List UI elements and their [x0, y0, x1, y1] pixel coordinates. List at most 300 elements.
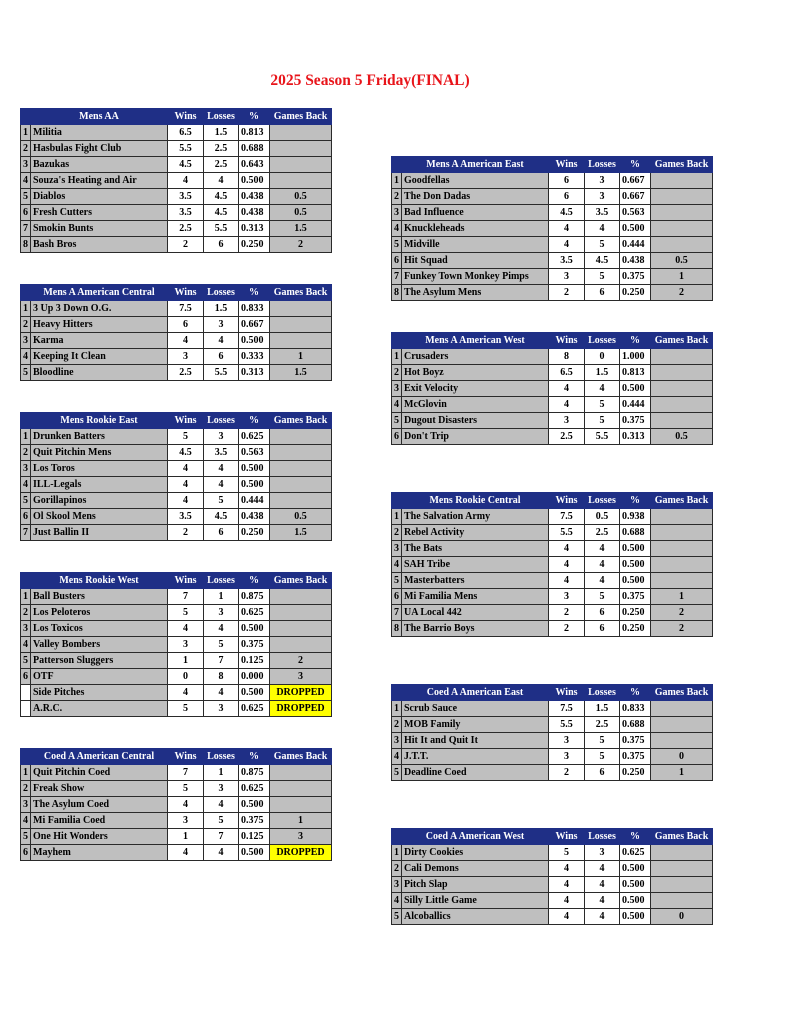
rank-cell: 6 [392, 589, 402, 605]
table-row [392, 189, 713, 205]
team-name: Diablos [31, 189, 168, 205]
dropped-badge: DROPPED [270, 845, 332, 861]
pct-cell: 0.375 [620, 733, 651, 749]
games-back-cell [651, 397, 713, 413]
rank-cell: 7 [21, 221, 31, 237]
team-name: The Salvation Army [402, 509, 549, 525]
wins-cell: 7.5 [549, 701, 585, 717]
standings-table-mens-rookie-central [391, 492, 713, 637]
wins-cell: 3 [549, 749, 585, 765]
losses-cell: 3.5 [204, 445, 239, 461]
rank-cell: 3 [392, 205, 402, 221]
losses-cell: 6 [585, 285, 620, 301]
header-pct: % [239, 285, 270, 301]
rank-cell: 4 [21, 349, 31, 365]
pct-cell: 0.938 [620, 509, 651, 525]
pct-cell: 0.250 [620, 605, 651, 621]
team-name: Just Ballin II [31, 525, 168, 541]
table-row [21, 477, 332, 493]
team-name: Smokin Bunts [31, 221, 168, 237]
pct-cell: 0.563 [239, 445, 270, 461]
header-wins: Wins [549, 685, 585, 701]
games-back-cell [270, 333, 332, 349]
table-row [21, 781, 332, 797]
pct-cell: 0.500 [620, 557, 651, 573]
rank-cell: 2 [21, 445, 31, 461]
header-games-back: Games Back [270, 285, 332, 301]
table-row [392, 733, 713, 749]
losses-cell: 8 [204, 669, 239, 685]
team-name: Dugout Disasters [402, 413, 549, 429]
pct-cell: 0.444 [239, 493, 270, 509]
wins-cell: 5 [168, 605, 204, 621]
team-name: Don't Trip [402, 429, 549, 445]
rank-cell: 4 [21, 173, 31, 189]
pct-cell: 0.500 [239, 173, 270, 189]
pct-cell: 0.500 [620, 909, 651, 925]
table-row [21, 509, 332, 525]
losses-cell: 4.5 [585, 253, 620, 269]
losses-cell: 4 [585, 877, 620, 893]
games-back-cell: 1 [651, 589, 713, 605]
header-pct: % [620, 685, 651, 701]
wins-cell: 3 [168, 637, 204, 653]
table-row [21, 333, 332, 349]
team-name: Ball Busters [31, 589, 168, 605]
dropped-badge: DROPPED [270, 685, 332, 701]
header-games-back: Games Back [270, 413, 332, 429]
wins-cell: 5.5 [549, 717, 585, 733]
pct-cell: 0.500 [239, 461, 270, 477]
table-row [21, 445, 332, 461]
rank-cell: 3 [392, 381, 402, 397]
wins-cell: 0 [168, 669, 204, 685]
header-wins: Wins [549, 493, 585, 509]
wins-cell: 4 [168, 845, 204, 861]
team-name: Drunken Batters [31, 429, 168, 445]
header-games-back: Games Back [270, 109, 332, 125]
table-row [21, 525, 332, 541]
table-row [21, 157, 332, 173]
header-rank-blank [21, 285, 31, 301]
team-name: Souza's Heating and Air [31, 173, 168, 189]
games-back-cell [270, 445, 332, 461]
losses-cell: 7 [204, 829, 239, 845]
games-back-cell: 1 [270, 349, 332, 365]
standings-table-mens-a-american-east [391, 156, 713, 301]
losses-cell: 5 [585, 749, 620, 765]
rank-cell: 5 [392, 413, 402, 429]
rank-cell: 3 [392, 877, 402, 893]
losses-cell: 5.5 [585, 429, 620, 445]
wins-cell: 2 [168, 237, 204, 253]
header-games-back: Games Back [651, 333, 713, 349]
team-name: Alcoballics [402, 909, 549, 925]
rank-cell: 1 [392, 349, 402, 365]
losses-cell: 0 [585, 349, 620, 365]
games-back-cell: 1 [270, 813, 332, 829]
pct-cell: 0.688 [239, 141, 270, 157]
table-row [392, 717, 713, 733]
wins-cell: 4 [168, 173, 204, 189]
wins-cell: 5 [168, 781, 204, 797]
rank-cell: 1 [392, 845, 402, 861]
pct-cell: 0.833 [620, 701, 651, 717]
division-name: Mens Rookie West [31, 573, 168, 589]
games-back-cell [651, 557, 713, 573]
pct-cell: 0.125 [239, 653, 270, 669]
wins-cell: 3.5 [168, 509, 204, 525]
header-wins: Wins [168, 413, 204, 429]
team-name: Cali Demons [402, 861, 549, 877]
pct-cell: 0.444 [620, 397, 651, 413]
games-back-cell [651, 525, 713, 541]
rank-cell: 8 [392, 621, 402, 637]
rank-cell: 3 [21, 461, 31, 477]
table-row [21, 621, 332, 637]
pct-cell: 0.625 [239, 701, 270, 717]
table-row [392, 573, 713, 589]
header-rank-blank [392, 685, 402, 701]
games-back-cell [270, 605, 332, 621]
team-name: Quit Pitchin Coed [31, 765, 168, 781]
games-back-cell [651, 205, 713, 221]
division-name: Mens AA [31, 109, 168, 125]
games-back-cell: 1 [651, 765, 713, 781]
header-losses: Losses [204, 285, 239, 301]
team-name: Los Toros [31, 461, 168, 477]
pct-cell: 0.313 [620, 429, 651, 445]
rank-cell: 6 [21, 205, 31, 221]
table-row [392, 285, 713, 301]
games-back-cell [270, 781, 332, 797]
table-row [21, 301, 332, 317]
division-name: Coed A American East [402, 685, 549, 701]
rank-cell: 1 [21, 589, 31, 605]
losses-cell: 4 [585, 893, 620, 909]
table-row [392, 173, 713, 189]
team-name: Dirty Cookies [402, 845, 549, 861]
pct-cell: 0.250 [620, 285, 651, 301]
rank-cell: 1 [21, 429, 31, 445]
rank-cell: 4 [392, 221, 402, 237]
wins-cell: 3 [549, 269, 585, 285]
games-back-cell [651, 861, 713, 877]
rank-cell: 2 [392, 861, 402, 877]
losses-cell: 6 [585, 605, 620, 621]
wins-cell: 4 [549, 381, 585, 397]
rank-cell [21, 685, 31, 701]
games-back-cell [651, 173, 713, 189]
header-pct: % [239, 109, 270, 125]
header-losses: Losses [204, 573, 239, 589]
team-name: 3 Up 3 Down O.G. [31, 301, 168, 317]
losses-cell: 3 [204, 605, 239, 621]
pct-cell: 0.438 [239, 509, 270, 525]
header-wins: Wins [549, 333, 585, 349]
games-back-cell [270, 125, 332, 141]
header-losses: Losses [585, 157, 620, 173]
table-row [392, 909, 713, 925]
wins-cell: 3.5 [168, 189, 204, 205]
rank-cell: 4 [392, 893, 402, 909]
losses-cell: 4 [204, 797, 239, 813]
standings-table-mens-a-american-west [391, 332, 713, 445]
pct-cell: 0.667 [239, 317, 270, 333]
losses-cell: 4.5 [204, 189, 239, 205]
table-row [21, 221, 332, 237]
wins-cell: 4 [168, 493, 204, 509]
team-name: The Don Dadas [402, 189, 549, 205]
team-name: Hasbulas Fight Club [31, 141, 168, 157]
pct-cell: 0.313 [239, 221, 270, 237]
rank-cell: 3 [21, 797, 31, 813]
games-back-cell: 1.5 [270, 525, 332, 541]
games-back-cell [270, 429, 332, 445]
games-back-cell [651, 221, 713, 237]
table-row [21, 365, 332, 381]
wins-cell: 2.5 [168, 221, 204, 237]
wins-cell: 3 [168, 349, 204, 365]
team-name: Hit Squad [402, 253, 549, 269]
team-name: Fresh Cutters [31, 205, 168, 221]
losses-cell: 4 [204, 621, 239, 637]
wins-cell: 2 [168, 525, 204, 541]
wins-cell: 2 [549, 621, 585, 637]
games-back-cell [270, 621, 332, 637]
header-pct: % [620, 157, 651, 173]
table-row [21, 797, 332, 813]
header-wins: Wins [549, 157, 585, 173]
team-name: Patterson Sluggers [31, 653, 168, 669]
table-row [392, 349, 713, 365]
table-row [21, 685, 332, 701]
team-name: Bazukas [31, 157, 168, 173]
games-back-cell [651, 509, 713, 525]
team-name: McGlovin [402, 397, 549, 413]
rank-cell: 5 [21, 189, 31, 205]
rank-cell: 6 [392, 253, 402, 269]
table-row [21, 669, 332, 685]
table-row [392, 877, 713, 893]
rank-cell: 4 [392, 397, 402, 413]
games-back-cell [270, 157, 332, 173]
rank-cell: 5 [392, 765, 402, 781]
wins-cell: 1 [168, 653, 204, 669]
pct-cell: 0.125 [239, 829, 270, 845]
wins-cell: 2 [549, 765, 585, 781]
games-back-cell: 1.5 [270, 221, 332, 237]
wins-cell: 4 [549, 573, 585, 589]
team-name: MOB Family [402, 717, 549, 733]
pct-cell: 0.833 [239, 301, 270, 317]
team-name: Hot Boyz [402, 365, 549, 381]
losses-cell: 4 [585, 221, 620, 237]
losses-cell: 4 [585, 541, 620, 557]
rank-cell: 1 [21, 765, 31, 781]
games-back-cell [651, 877, 713, 893]
losses-cell: 4 [585, 861, 620, 877]
team-name: Militia [31, 125, 168, 141]
games-back-cell: 0.5 [651, 253, 713, 269]
team-name: SAH Tribe [402, 557, 549, 573]
table-row [392, 365, 713, 381]
header-games-back: Games Back [270, 573, 332, 589]
team-name: Quit Pitchin Mens [31, 445, 168, 461]
standings-table-mens-aa [20, 108, 332, 253]
pct-cell: 0.875 [239, 589, 270, 605]
wins-cell: 6 [549, 173, 585, 189]
wins-cell: 3 [549, 733, 585, 749]
table-row [392, 381, 713, 397]
table-row [21, 589, 332, 605]
standings-table-mens-a-american-central [20, 284, 332, 381]
table-row [392, 525, 713, 541]
team-name: A.R.C. [31, 701, 168, 717]
pct-cell: 0.500 [620, 381, 651, 397]
rank-cell [21, 701, 31, 717]
header-games-back: Games Back [651, 685, 713, 701]
games-back-cell: 2 [651, 285, 713, 301]
rank-cell: 4 [21, 813, 31, 829]
team-name: Pitch Slap [402, 877, 549, 893]
pct-cell: 0.813 [239, 125, 270, 141]
wins-cell: 4 [549, 861, 585, 877]
games-back-cell [270, 141, 332, 157]
pct-cell: 0.625 [239, 781, 270, 797]
losses-cell: 4 [204, 333, 239, 349]
table-row [21, 829, 332, 845]
wins-cell: 4 [168, 461, 204, 477]
wins-cell: 4.5 [549, 205, 585, 221]
pct-cell: 0.625 [239, 429, 270, 445]
wins-cell: 4 [168, 797, 204, 813]
header-losses: Losses [204, 749, 239, 765]
pct-cell: 0.500 [239, 621, 270, 637]
rank-cell: 8 [392, 285, 402, 301]
wins-cell: 4 [549, 909, 585, 925]
team-name: The Asylum Coed [31, 797, 168, 813]
rank-cell: 1 [21, 301, 31, 317]
table-row [21, 493, 332, 509]
wins-cell: 3 [549, 589, 585, 605]
losses-cell: 3 [204, 701, 239, 717]
team-name: J.T.T. [402, 749, 549, 765]
rank-cell: 7 [392, 269, 402, 285]
rank-cell: 1 [392, 509, 402, 525]
losses-cell: 5 [585, 589, 620, 605]
rank-cell: 6 [392, 429, 402, 445]
wins-cell: 4.5 [168, 157, 204, 173]
table-row [392, 397, 713, 413]
pct-cell: 0.000 [239, 669, 270, 685]
losses-cell: 2.5 [585, 525, 620, 541]
pct-cell: 0.500 [620, 893, 651, 909]
losses-cell: 4 [204, 845, 239, 861]
games-back-cell: 3 [270, 829, 332, 845]
page-title: 2025 Season 5 Friday(FINAL) [270, 72, 470, 89]
losses-cell: 5 [204, 813, 239, 829]
losses-cell: 5 [585, 733, 620, 749]
table-row [21, 637, 332, 653]
header-rank-blank [21, 109, 31, 125]
team-name: Bad Influence [402, 205, 549, 221]
wins-cell: 1 [168, 829, 204, 845]
games-back-cell [270, 301, 332, 317]
header-losses: Losses [204, 109, 239, 125]
team-name: Los Toxicos [31, 621, 168, 637]
rank-cell: 5 [21, 829, 31, 845]
pct-cell: 0.500 [239, 845, 270, 861]
wins-cell: 4 [549, 541, 585, 557]
rank-cell: 2 [392, 525, 402, 541]
wins-cell: 4 [549, 237, 585, 253]
header-rank-blank [392, 333, 402, 349]
team-name: Silly Little Game [402, 893, 549, 909]
team-name: OTF [31, 669, 168, 685]
pct-cell: 0.438 [239, 189, 270, 205]
team-name: Ol Skool Mens [31, 509, 168, 525]
losses-cell: 0.5 [585, 509, 620, 525]
games-back-cell: 0 [651, 749, 713, 765]
table-row [392, 621, 713, 637]
games-back-cell [651, 237, 713, 253]
rank-cell: 4 [21, 637, 31, 653]
pct-cell: 0.625 [620, 845, 651, 861]
games-back-cell [651, 541, 713, 557]
losses-cell: 1 [204, 765, 239, 781]
pct-cell: 0.333 [239, 349, 270, 365]
rank-cell: 1 [392, 173, 402, 189]
losses-cell: 1.5 [204, 125, 239, 141]
pct-cell: 0.500 [620, 877, 651, 893]
pct-cell: 0.500 [620, 573, 651, 589]
losses-cell: 7 [204, 653, 239, 669]
games-back-cell [270, 317, 332, 333]
header-rank-blank [392, 157, 402, 173]
rank-cell: 2 [21, 141, 31, 157]
table-row [392, 765, 713, 781]
table-row [21, 845, 332, 861]
rank-cell: 5 [21, 493, 31, 509]
losses-cell: 3 [204, 781, 239, 797]
losses-cell: 5 [585, 397, 620, 413]
wins-cell: 5 [549, 845, 585, 861]
division-name: Coed A American West [402, 829, 549, 845]
team-name: Exit Velocity [402, 381, 549, 397]
losses-cell: 5 [204, 637, 239, 653]
team-name: Mi Familia Mens [402, 589, 549, 605]
header-pct: % [239, 573, 270, 589]
pct-cell: 0.563 [620, 205, 651, 221]
team-name: Rebel Activity [402, 525, 549, 541]
team-name: Funkey Town Monkey Pimps [402, 269, 549, 285]
wins-cell: 4 [168, 685, 204, 701]
wins-cell: 7.5 [549, 509, 585, 525]
losses-cell: 5 [585, 237, 620, 253]
rank-cell: 7 [392, 605, 402, 621]
games-back-cell: 1.5 [270, 365, 332, 381]
rank-cell: 1 [21, 125, 31, 141]
team-name: Knuckleheads [402, 221, 549, 237]
games-back-cell: 2 [270, 653, 332, 669]
games-back-cell: 0.5 [270, 509, 332, 525]
pct-cell: 0.375 [239, 637, 270, 653]
standings-table-mens-rookie-west [20, 572, 332, 717]
table-row [392, 205, 713, 221]
games-back-cell [270, 477, 332, 493]
losses-cell: 4 [204, 173, 239, 189]
